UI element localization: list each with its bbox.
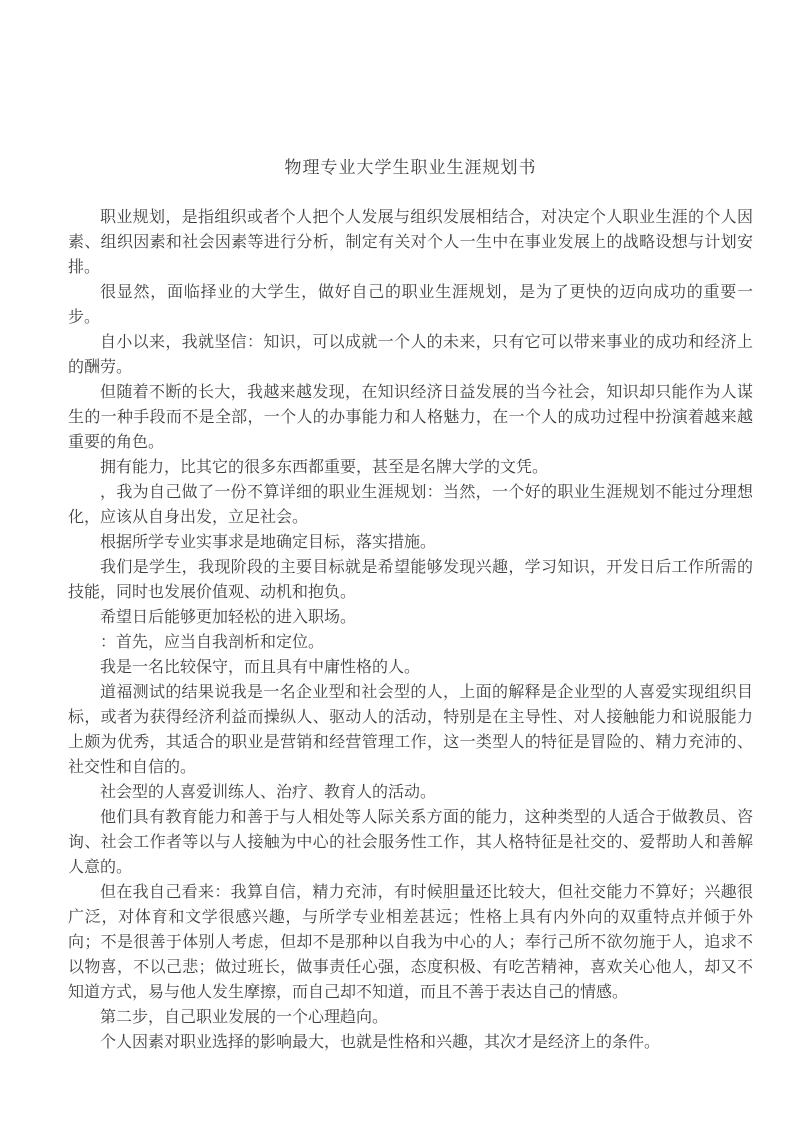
- document-title: 物理专业大学生职业生涯规划书: [284, 158, 537, 177]
- paragraph: 社会型的人喜爱训练人、治疗、教育人的活动。: [100, 784, 437, 801]
- paragraph: 个人因素对职业选择的影响最大，也就是性格和兴趣，其次才是经济上的条件。: [100, 1034, 661, 1051]
- paragraph: 但随着不断的长大，我越来越发现，在知识经济日益发展的当今社会，知识却只能作为人谋生的一种手段而不是全部，一个人的办事能力和人格魅力，在一个人的成功过程中扮演着越来越重要的角色。: [68, 384, 753, 451]
- paragraph: 我是一名比较保守，而且具有中庸性格的人。: [100, 659, 421, 676]
- paragraph: 根据所学专业实事求是地确定目标，落实措施。: [100, 534, 437, 551]
- paragraph: 道福测试的结果说我是一名企业型和社会型的人，上面的解释是企业型的人喜爱实现组织目标，或者为获得经济利益而操纵人、驱动人的活动，特别是在主导性、对人接触能力和说服能力上颇为优秀，其适合的职业是营销和经营管理工作，这一类型人的特征是冒险的、精力充沛的、社交性和自信的。: [68, 684, 753, 776]
- paragraph: ，我为自己做了一份不算详细的职业生涯规划：当然，一个好的职业生涯规划不能过分理想化，应该从自身出发，立足社会。: [68, 484, 753, 526]
- document-body: [68, 205, 753, 1055]
- paragraph: 自小以来，我就坚信：知识，可以成就一个人的未来，只有它可以带来事业的成功和经济上的酬劳。: [68, 334, 753, 376]
- paragraph: 我们是学生，我现阶段的主要目标就是希望能够发现兴趣，学习知识，开发日后工作所需的技能，同时也发展价值观、动机和抱负。: [68, 559, 753, 601]
- paragraph: ：首先，应当自我剖析和定位。: [100, 634, 325, 651]
- paragraph: 他们具有教育能力和善于与人相处等人际关系方面的能力，这种类型的人适合于做教员、咨询、社会工作者等以与人接触为中心的社会服务性工作，其人格特征是社交的、爱帮助人和善解人意的。: [68, 809, 753, 876]
- paragraph: 第二步，自己职业发展的一个心理趋向。: [100, 1009, 389, 1026]
- paragraph: 职业规划，是指组织或者个人把个人发展与组织发展相结合，对决定个人职业生涯的个人因素、组织因素和社会因素等进行分析，制定有关对个人一生中在事业发展上的战略设想与计划安排。: [68, 209, 753, 276]
- paragraph: 希望日后能够更加轻松的进入职场。: [100, 609, 357, 626]
- paragraph: 拥有能力，比其它的很多东西都重要，甚至是名牌大学的文凭。: [100, 459, 549, 476]
- paragraph: 但在我自己看来：我算自信，精力充沛，有时候胆量还比较大，但社交能力不算好；兴趣很广泛，对体育和文学很感兴趣，与所学专业相差甚远；性格上具有内外向的双重特点并倾于外向；不是很善于体别人考虑，但却不是那种以自我为中心的人；奉行己所不欲勿施于人，追求不以物喜，不以己悲；做过班长，做事责任心强，态度积极、有吃苦精神，喜欢关心他人，却又不知道方式，易与他人发生摩擦，而自己却不知道，而且不善于表达自己的情感。: [68, 884, 753, 1001]
- paragraph: 很显然，面临择业的大学生，做好自己的职业生涯规划，是为了更快的迈向成功的重要一步。: [68, 284, 753, 326]
